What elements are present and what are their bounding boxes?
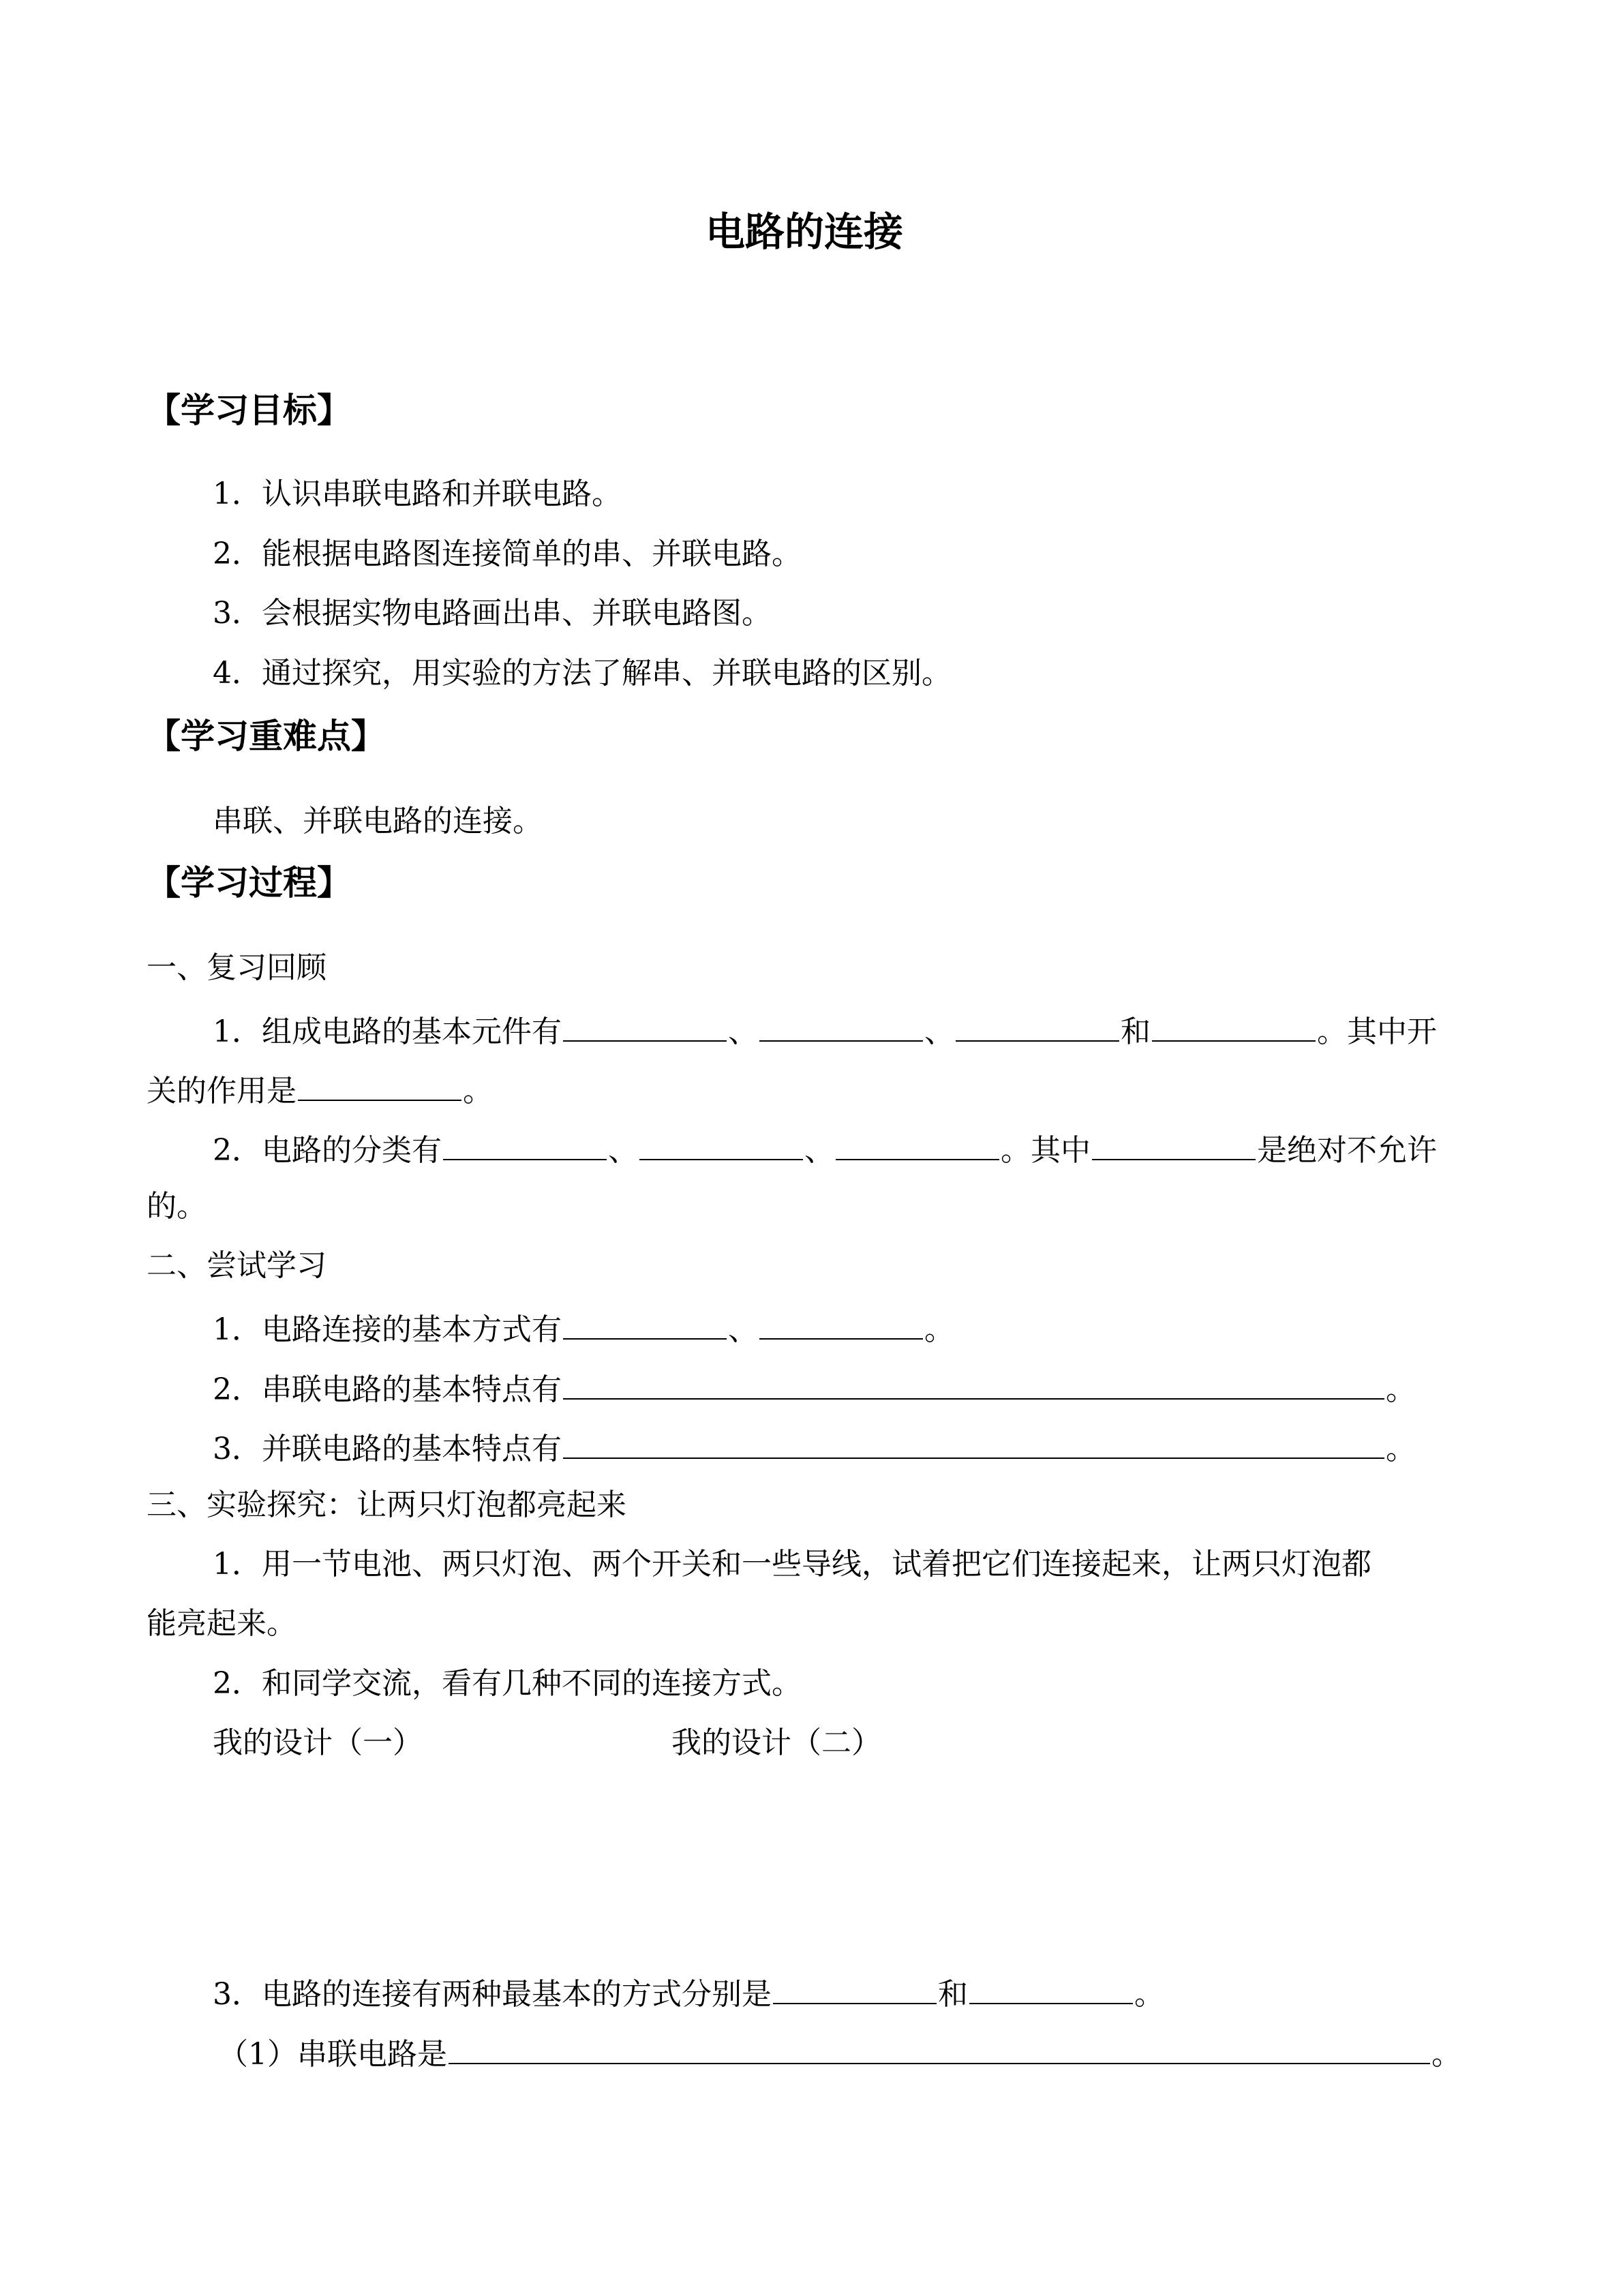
- objective-item: 1．认识串联电路和并联电路。: [213, 477, 622, 511]
- conjunction: 和: [938, 1977, 968, 2012]
- review-question-1-cont: [147, 1067, 493, 1112]
- key-points-text: 串联、并联电路的连接。: [213, 804, 543, 839]
- separator: 、: [728, 1014, 758, 1049]
- separator: 、: [608, 1133, 638, 1168]
- objective-item: 3．会根据实物电路画出串、并联电路图。: [213, 596, 772, 631]
- design-one-label: 我的设计（一）: [213, 1725, 423, 1760]
- answer-blank[interactable]: [1152, 1008, 1316, 1042]
- review-heading: 一、复习回顾: [147, 950, 327, 985]
- experiment-question-3: [213, 1970, 1164, 2015]
- attempt-q1-text: 1．电路连接的基本方式有: [213, 1312, 562, 1347]
- answer-blank[interactable]: [563, 1305, 727, 1340]
- review-q2-text: 2．电路的分类有: [213, 1133, 442, 1168]
- period: 。: [1386, 1432, 1416, 1466]
- separator: 、: [728, 1312, 758, 1347]
- experiment-question-1-cont: 能亮起来。: [147, 1606, 297, 1641]
- attempt-question-3: [213, 1425, 1416, 1470]
- answer-blank[interactable]: [773, 1970, 937, 2004]
- answer-blank[interactable]: [449, 2030, 1430, 2064]
- page-title: 电路的连接: [706, 209, 904, 255]
- process-heading: 【学习过程】: [147, 863, 351, 903]
- objective-item: 4．通过探究，用实验的方法了解串、并联电路的区别。: [213, 656, 952, 691]
- experiment-q3-text: 3．电路的连接有两种最基本的方式分别是: [213, 1977, 772, 2012]
- key-points-heading: 【学习重难点】: [147, 716, 385, 756]
- answer-blank[interactable]: [956, 1008, 1119, 1042]
- answer-blank[interactable]: [1092, 1126, 1256, 1160]
- review-q1-tail: 。其中开: [1317, 1014, 1437, 1049]
- answer-blank[interactable]: [298, 1067, 461, 1101]
- answer-blank[interactable]: [836, 1126, 999, 1160]
- period: 。: [463, 1074, 493, 1108]
- answer-blank[interactable]: [563, 1425, 1384, 1459]
- attempt-heading: 二、尝试学习: [147, 1248, 327, 1283]
- answer-blank[interactable]: [443, 1126, 607, 1160]
- attempt-question-1: [213, 1305, 954, 1350]
- answer-blank[interactable]: [969, 1970, 1133, 2004]
- separator: 、: [924, 1014, 954, 1049]
- period: 。: [1431, 2037, 1461, 2072]
- design-two-label: 我的设计（二）: [671, 1725, 881, 1760]
- review-question-2-cont: 的。: [147, 1189, 207, 1224]
- attempt-question-2: [213, 1365, 1416, 1410]
- period: 。: [924, 1312, 954, 1347]
- review-question-2: [213, 1126, 1437, 1171]
- experiment-question-2: 2．和同学交流，看有几种不同的连接方式。: [213, 1666, 802, 1701]
- review-question-1: [213, 1008, 1437, 1053]
- review-q1-cont-text: 关的作用是: [147, 1074, 297, 1108]
- period: 。: [1386, 1372, 1416, 1407]
- attempt-q2-text: 2．串联电路的基本特点有: [213, 1372, 562, 1407]
- answer-blank[interactable]: [639, 1126, 803, 1160]
- experiment-sub-question-1: [218, 2030, 1461, 2075]
- answer-blank[interactable]: [759, 1305, 923, 1340]
- answer-blank[interactable]: [563, 1008, 727, 1042]
- answer-blank[interactable]: [759, 1008, 923, 1042]
- period: 。: [1134, 1977, 1164, 2012]
- review-q1-text: 1．组成电路的基本元件有: [213, 1014, 562, 1049]
- separator: 、: [804, 1133, 834, 1168]
- objective-item: 2．能根据电路图连接简单的串、并联电路。: [213, 537, 802, 571]
- experiment-question-1: 1．用一节电池、两只灯泡、两个开关和一些导线，试着把它们连接起来，让两只灯泡都: [213, 1547, 1371, 1582]
- conjunction: 和: [1121, 1014, 1151, 1049]
- review-q2-tail: 是绝对不允许: [1257, 1133, 1437, 1168]
- objectives-heading: 【学习目标】: [147, 391, 351, 430]
- experiment-heading: 三、实验探究：让两只灯泡都亮起来: [147, 1487, 626, 1522]
- review-q2-mid: 。其中: [1001, 1133, 1091, 1168]
- answer-blank[interactable]: [563, 1365, 1384, 1400]
- attempt-q3-text: 3．并联电路的基本特点有: [213, 1432, 562, 1466]
- sub-question-text: （1）串联电路是: [218, 2037, 447, 2072]
